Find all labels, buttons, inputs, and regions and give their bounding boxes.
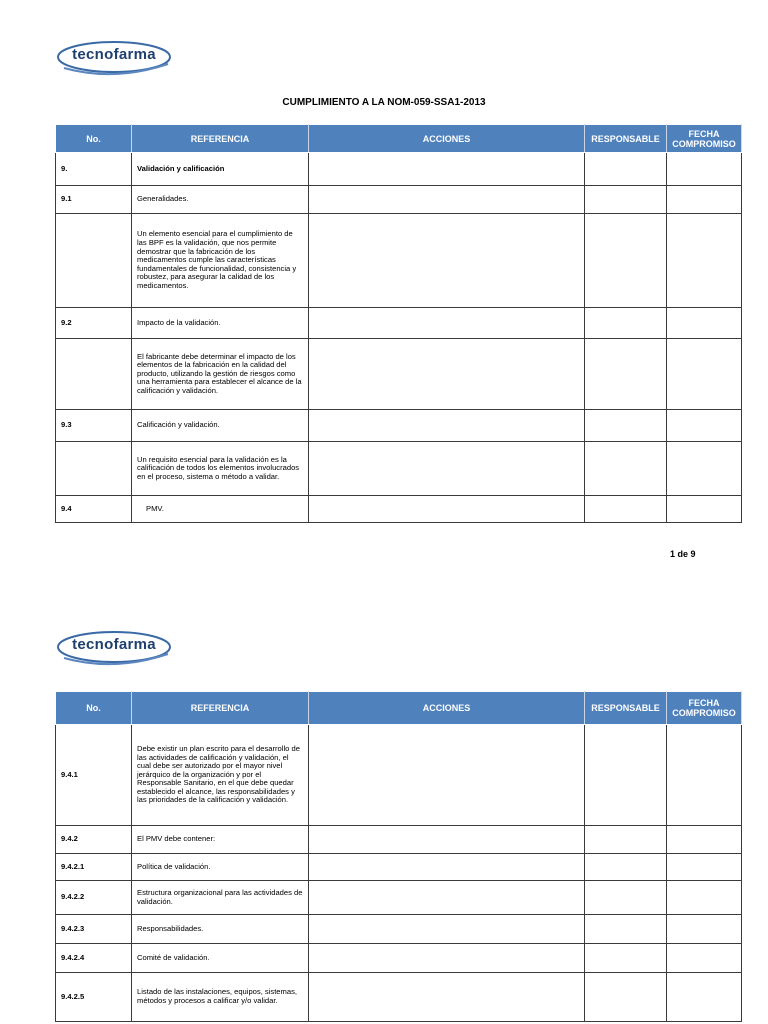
row-number: 9.4.1 — [56, 725, 132, 826]
table-row — [56, 915, 742, 944]
tecnofarma-logo — [56, 38, 176, 82]
row-reference: Listado de las instalaciones, equipos, sistemas, métodos y procesos a calificar y/o validar. — [132, 973, 309, 1022]
header-fecha-compromiso — [667, 692, 742, 725]
table-row — [56, 944, 742, 973]
document-title: CUMPLIMIENTO A LA NOM-059-SSA1-2013 — [282, 97, 486, 108]
fecha-cell[interactable] — [667, 973, 742, 1022]
responsable-cell[interactable] — [585, 881, 667, 915]
row-number: 9.4.2 — [56, 826, 132, 854]
acciones-cell[interactable] — [309, 442, 585, 496]
header-acciones: ACCIONES — [309, 125, 585, 153]
row-reference: Debe existir un plan escrito para el desarrollo de las actividades de calificación y validación, el cual debe ser autorizado por el mayor nivel jerárquico de la organización y por el Responsable Sanitario, en el que debe quedar establecido el alcance, las responsabilidades y las prioridades de la calificación y validación. — [132, 725, 309, 826]
fecha-cell[interactable] — [667, 339, 742, 410]
acciones-cell[interactable] — [309, 308, 585, 339]
responsable-cell[interactable] — [585, 496, 667, 523]
acciones-cell[interactable] — [309, 826, 585, 854]
row-reference: Un elemento esencial para el cumplimiento de las BPF es la validación, que nos permite demostrar que la fabricación de los medicamentos cumple las características fundamentales de funcionalidad, consistencia y robustez, para asegurar la calidad de los medicamentos. — [132, 214, 309, 308]
acciones-cell[interactable] — [309, 881, 585, 915]
table-row — [56, 410, 742, 442]
compliance-table-page-1 — [55, 124, 742, 523]
acciones-cell[interactable] — [309, 973, 585, 1022]
fecha-cell[interactable] — [667, 186, 742, 214]
row-number — [56, 339, 132, 410]
responsable-cell[interactable] — [585, 410, 667, 442]
table-row — [56, 308, 742, 339]
tecnofarma-logo — [56, 628, 176, 672]
fecha-cell[interactable] — [667, 308, 742, 339]
header-fecha-line1: FECHA — [688, 128, 720, 139]
acciones-cell[interactable] — [309, 725, 585, 826]
acciones-cell[interactable] — [309, 214, 585, 308]
header-responsable: RESPONSABLE — [585, 692, 667, 725]
header-no: No. — [56, 125, 132, 153]
row-number: 9.4.2.1 — [56, 854, 132, 881]
fecha-cell[interactable] — [667, 944, 742, 973]
logo-wordmark: tecnofarma — [72, 46, 156, 63]
fecha-cell[interactable] — [667, 442, 742, 496]
header-no: No. — [56, 692, 132, 725]
header-fecha-line1: FECHA — [688, 698, 720, 708]
table-row — [56, 339, 742, 410]
fecha-cell[interactable] — [667, 410, 742, 442]
row-reference: Generalidades. — [132, 186, 309, 214]
fecha-cell[interactable] — [667, 915, 742, 944]
responsable-cell[interactable] — [585, 944, 667, 973]
acciones-cell[interactable] — [309, 944, 585, 973]
row-number: 9.4 — [56, 496, 132, 523]
responsable-cell[interactable] — [585, 442, 667, 496]
row-number: 9. — [56, 153, 132, 186]
fecha-cell[interactable] — [667, 153, 742, 186]
row-number: 9.4.2.3 — [56, 915, 132, 944]
header-responsable: RESPONSABLE — [585, 125, 667, 153]
row-number — [56, 442, 132, 496]
responsable-cell[interactable] — [585, 854, 667, 881]
responsable-cell[interactable] — [585, 973, 667, 1022]
row-reference: Estructura organizacional para las actividades de validación. — [132, 881, 309, 915]
table-row — [56, 153, 742, 186]
acciones-cell[interactable] — [309, 410, 585, 442]
row-number: 9.4.2.5 — [56, 973, 132, 1022]
header-referencia: REFERENCIA — [132, 125, 309, 153]
responsable-cell[interactable] — [585, 339, 667, 410]
row-reference: El PMV debe contener: — [132, 826, 309, 854]
header-acciones: ACCIONES — [309, 692, 585, 725]
table-header-row — [56, 692, 742, 725]
row-number — [56, 214, 132, 308]
header-fecha-compromiso — [667, 125, 742, 153]
row-reference: Comité de validación. — [132, 944, 309, 973]
table-row — [56, 442, 742, 496]
table-row — [56, 214, 742, 308]
row-reference: Política de validación. — [132, 854, 309, 881]
table-row — [56, 881, 742, 915]
row-number: 9.2 — [56, 308, 132, 339]
row-reference: Impacto de la validación. — [132, 308, 309, 339]
acciones-cell[interactable] — [309, 186, 585, 214]
responsable-cell[interactable] — [585, 725, 667, 826]
compliance-table-page-2 — [55, 691, 742, 1022]
responsable-cell[interactable] — [585, 153, 667, 186]
responsable-cell[interactable] — [585, 186, 667, 214]
acciones-cell[interactable] — [309, 915, 585, 944]
page-number: 1 de 9 — [670, 549, 696, 559]
fecha-cell[interactable] — [667, 881, 742, 915]
fecha-cell[interactable] — [667, 725, 742, 826]
table-row — [56, 186, 742, 214]
acciones-cell[interactable] — [309, 854, 585, 881]
fecha-cell[interactable] — [667, 826, 742, 854]
row-number: 9.4.2.4 — [56, 944, 132, 973]
header-fecha-line2: COMPROMISO — [672, 708, 736, 718]
fecha-cell[interactable] — [667, 214, 742, 308]
responsable-cell[interactable] — [585, 915, 667, 944]
table-row — [56, 854, 742, 881]
row-reference: Un requisito esencial para la validación es la calificación de todos los elementos involucrados en el proceso, sistema o método a validar. — [132, 442, 309, 496]
table-row — [56, 973, 742, 1022]
row-reference: Responsabilidades. — [132, 915, 309, 944]
table-row — [56, 725, 742, 826]
fecha-cell[interactable] — [667, 854, 742, 881]
header-referencia: REFERENCIA — [132, 692, 309, 725]
row-number: 9.1 — [56, 186, 132, 214]
logo-wordmark: tecnofarma — [72, 636, 156, 653]
responsable-cell[interactable] — [585, 826, 667, 854]
responsable-cell[interactable] — [585, 214, 667, 308]
acciones-cell[interactable] — [309, 339, 585, 410]
table-row — [56, 826, 742, 854]
row-number: 9.4.2.2 — [56, 881, 132, 915]
responsable-cell[interactable] — [585, 308, 667, 339]
acciones-cell[interactable] — [309, 496, 585, 523]
fecha-cell[interactable] — [667, 496, 742, 523]
row-reference: El fabricante debe determinar el impacto de los elementos de la fabricación en la calidad del producto, utilizando la gestión de riesgos como una herramienta para establecer el alcance de la calificación y validación. — [132, 339, 309, 410]
row-reference: PMV. — [132, 496, 309, 523]
row-reference: Calificación y validación. — [132, 410, 309, 442]
table-header-row — [56, 125, 742, 153]
row-number: 9.3 — [56, 410, 132, 442]
acciones-cell[interactable] — [309, 153, 585, 186]
row-reference: Validación y calificación — [132, 153, 309, 186]
header-fecha-line2: COMPROMISO — [672, 138, 736, 149]
table-row — [56, 496, 742, 523]
